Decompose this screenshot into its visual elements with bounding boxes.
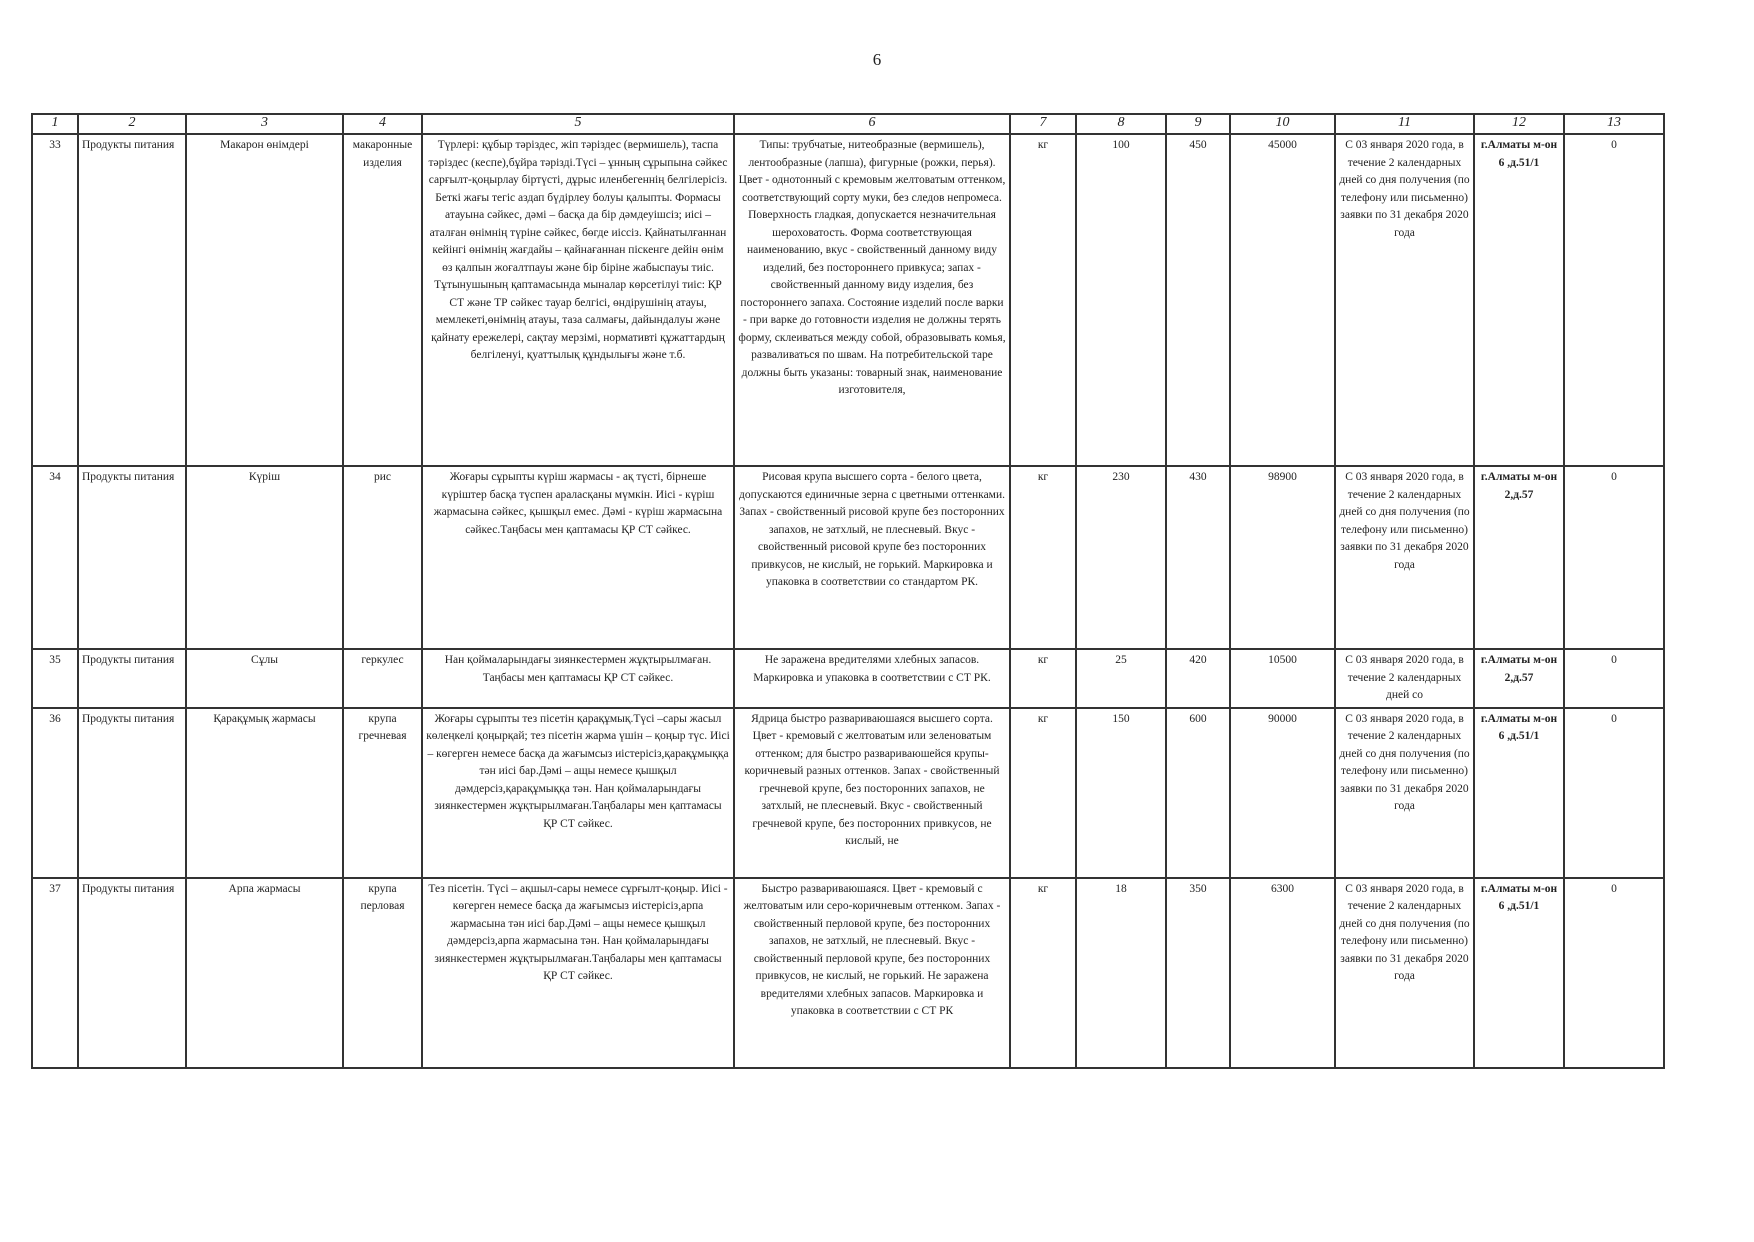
description-ru-cell: Быстро развариваюшаяся. Цвет - кремовый с желтоватым или серо-коричневым оттенком. Запах - свойственный перловой крупе, без посторонних запахов, не затхлый, не плесневый. Вкус - свойственный перловой крупе, без посторонних привкусов, не кислый, не горький. Не заражена вредителями хлебных запасов. Маркировка и упаковка в соответствии с СТ РК [734, 878, 1010, 1068]
quantity-cell: 25 [1076, 649, 1166, 708]
column-header: 4 [343, 114, 422, 134]
name-ru-cell: макаронные изделия [343, 134, 422, 466]
column-header: 13 [1564, 114, 1664, 134]
sum-cell: 90000 [1230, 708, 1335, 878]
unit-cell: кг [1010, 649, 1076, 708]
description-ru-cell: Типы: трубчатые, нитеобразные (вермишель), лентообразные (лапша), фигурные (рожки, перья). Цвет - однотонный с кремовым желтоватым оттенком, соответствующий сорту муки, без следов непромеса. Поверхность гладкая, допускается незначительная шероховатость. Форма соответствующая наименованию, вкус - свойственный данному виду изделий, без постороннего привкуса; запах - свойственный данному виду изделия, без постороннего запаха. Состояние изделий после варки - при варке до готовности изделия не должны терять форму, склеиваться между собой, образовывать комья, разваливаться по швам. На потребительской таре должны быть указаны: товарный знак, наименование изготовителя, [734, 134, 1010, 466]
address-cell: г.Алматы м-он 6 ,д.51/1 [1474, 708, 1564, 878]
description-kz-cell: Тез пісетін. Түсі – ақшыл-сары немесе сұрғылт-қоңыр. Иісі - көгерген немесе басқа да жағымсыз иістерісіз,арпа жармасына тән иісі бар.Дәмі – ащы немесе қышқыл дәмдерсіз,арпа жармасына тән. Нан қоймаларындағы зиянкестермен жұқтырылмаған.Таңбалары мен қаптамасы ҚР СТ сәйкес. [422, 878, 734, 1068]
column-header: 5 [422, 114, 734, 134]
name-kz-cell: Макарон өнімдері [186, 134, 343, 466]
address-cell: г.Алматы м-он 6 ,д.51/1 [1474, 878, 1564, 1068]
category-cell: Продукты питания [78, 878, 186, 1068]
sum-cell: 10500 [1230, 649, 1335, 708]
description-kz-cell: Жоғары сұрыпты тез пісетін қарақұмық.Түсі –сары жасыл көлеңкелі қоңырқай; тез пісетін жарма үшін – қоңыр түс. Иісі – көгерген немесе басқа да жағымсыз иістерісіз,қарақұмыққа тән иісі бар.Дәмі – ащы немесе қышқыл дәмдерсіз,қарақұмыққа тән. Нан қоймаларындағы зиянкестермен жұқтырылмаған.Таңбалары мен қаптамасы ҚР СТ сәйкес. [422, 708, 734, 878]
sum-cell: 6300 [1230, 878, 1335, 1068]
table-row [32, 708, 1664, 878]
column-13-cell: 0 [1564, 466, 1664, 649]
column-13-cell: 0 [1564, 134, 1664, 466]
name-ru-cell: крупа гречневая [343, 708, 422, 878]
address-cell: г.Алматы м-он 6 ,д.51/1 [1474, 134, 1564, 466]
delivery-term-cell: С 03 января 2020 года, в течение 2 календарных дней со дня получения (по телефону или письменно) заявки по 31 декабря 2020 года [1335, 708, 1474, 878]
row-number: 34 [32, 466, 78, 649]
unit-cell: кг [1010, 466, 1076, 649]
name-kz-cell: Сұлы [186, 649, 343, 708]
delivery-term-cell: С 03 января 2020 года, в течение 2 календарных дней со дня получения (по телефону или письменно) заявки по 31 декабря 2020 года [1335, 466, 1474, 649]
name-ru-cell: рис [343, 466, 422, 649]
quantity-cell: 230 [1076, 466, 1166, 649]
name-kz-cell: Қарақұмық жармасы [186, 708, 343, 878]
category-cell: Продукты питания [78, 708, 186, 878]
name-kz-cell: Арпа жармасы [186, 878, 343, 1068]
sum-cell: 45000 [1230, 134, 1335, 466]
specification-table [31, 113, 1665, 1069]
sum-cell: 98900 [1230, 466, 1335, 649]
description-ru-cell: Не заражена вредителями хлебных запасов. Маркировка и упаковка в соответствии с СТ РК. [734, 649, 1010, 708]
column-header: 1 [32, 114, 78, 134]
column-13-cell: 0 [1564, 878, 1664, 1068]
description-ru-cell: Ядрица быстро развариваюшаяся высшего сорта. Цвет - кремовый с желтоватым или зеленоватым оттенком; для быстро развариваюшейся крупы- коричневый разных оттенков. Запах - свойственный гречневой крупе, без посторонних запахов, не затхлый, не плесневый. Вкус - свойственный гречневой крупе, без посторонних привкусов, не кислый, не [734, 708, 1010, 878]
column-header: 6 [734, 114, 1010, 134]
row-number: 36 [32, 708, 78, 878]
row-number: 35 [32, 649, 78, 708]
quantity-cell: 18 [1076, 878, 1166, 1068]
name-ru-cell: геркулес [343, 649, 422, 708]
description-ru-cell: Рисовая крупа высшего сорта - белого цвета, допускаются единичные зерна с цветными оттенками. Запах - свойственный рисовой крупе без посторонних запахов, не затхлый, не плесневый. Вкус - свойственный рисовой крупе без посторонних привкусов, не кислый, не горький. Маркировка и упаковка в соответствии со стандартом РК. [734, 466, 1010, 649]
category-cell: Продукты питания [78, 649, 186, 708]
unit-cell: кг [1010, 878, 1076, 1068]
price-cell: 430 [1166, 466, 1230, 649]
description-kz-cell: Жоғары сұрыпты күріш жармасы - ақ түсті, бірнеше күріштер басқа түспен араласқаны мүмкін. Иісі - күріш жармасына сәйкес, қышқыл емес. Дәмі - күріш жармасына сәйкес.Таңбасы мен қаптамасы ҚР СТ сәйкес. [422, 466, 734, 649]
address-cell: г.Алматы м-он 2,д.57 [1474, 649, 1564, 708]
column-header: 3 [186, 114, 343, 134]
column-13-cell: 0 [1564, 708, 1664, 878]
price-cell: 350 [1166, 878, 1230, 1068]
column-header: 8 [1076, 114, 1166, 134]
description-kz-cell: Нан қоймаларындағы зиянкестермен жұқтырылмаған. Таңбасы мен қаптамасы ҚР СТ сәйкес. [422, 649, 734, 708]
delivery-term-cell: С 03 января 2020 года, в течение 2 календарных дней со [1335, 649, 1474, 708]
column-header: 9 [1166, 114, 1230, 134]
row-number: 37 [32, 878, 78, 1068]
table-row [32, 649, 1664, 708]
page-number: 6 [872, 50, 882, 69]
unit-cell: кг [1010, 134, 1076, 466]
delivery-term-cell: С 03 января 2020 года, в течение 2 календарных дней со дня получения (по телефону или письменно) заявки по 31 декабря 2020 года [1335, 134, 1474, 466]
column-header: 11 [1335, 114, 1474, 134]
column-header: 10 [1230, 114, 1335, 134]
quantity-cell: 150 [1076, 708, 1166, 878]
header-row [32, 114, 1664, 134]
category-cell: Продукты питания [78, 134, 186, 466]
column-13-cell: 0 [1564, 649, 1664, 708]
address-cell: г.Алматы м-он 2,д.57 [1474, 466, 1564, 649]
price-cell: 450 [1166, 134, 1230, 466]
table-row [32, 878, 1664, 1068]
table-row [32, 466, 1664, 649]
column-header: 2 [78, 114, 186, 134]
column-header: 12 [1474, 114, 1564, 134]
quantity-cell: 100 [1076, 134, 1166, 466]
row-number: 33 [32, 134, 78, 466]
price-cell: 600 [1166, 708, 1230, 878]
unit-cell: кг [1010, 708, 1076, 878]
table-row [32, 134, 1664, 466]
price-cell: 420 [1166, 649, 1230, 708]
delivery-term-cell: С 03 января 2020 года, в течение 2 календарных дней со дня получения (по телефону или письменно) заявки по 31 декабря 2020 года [1335, 878, 1474, 1068]
description-kz-cell: Түрлері: құбыр тәріздес, жіп тәріздес (вермишель), таспа тәріздес (кеспе),бұйра тәрізді.Түсі – ұнның сұрыпына сәйкес сарғылт-қоңырлау біртүсті, дұрыс иленбегеннің белгілерісіз. Беткі жағы тегіс аздап бүдірлеу болуы қалыпты. Формасы атауына сәйкес, дәмі – басқа да бір дәмдеуішсіз; иісі – аталған өнімнің түріне сәйкес, бөгде иіссіз. Қайнатылғаннан кейінгі өнімнің жағдайы – қайнағаннан піскенге дейін өнім өз қалпын жоғалтпауы және бір біріне жабыспауы тиіс. Тұтынушының қаптамасында мыналар көрсетілуі тиіс: ҚР СТ және ТР сәйкес тауар белгісі, өндірушінің атауы, мемлекеті,өнімнің атауы, таза салмағы, дайындалуы және қайнату ережелері, сақтау мерзімі, нормативті құжаттардың белгіленуі, қуаттылық құндылығы және т.б. [422, 134, 734, 466]
name-ru-cell: крупа перловая [343, 878, 422, 1068]
name-kz-cell: Күріш [186, 466, 343, 649]
column-header: 7 [1010, 114, 1076, 134]
category-cell: Продукты питания [78, 466, 186, 649]
